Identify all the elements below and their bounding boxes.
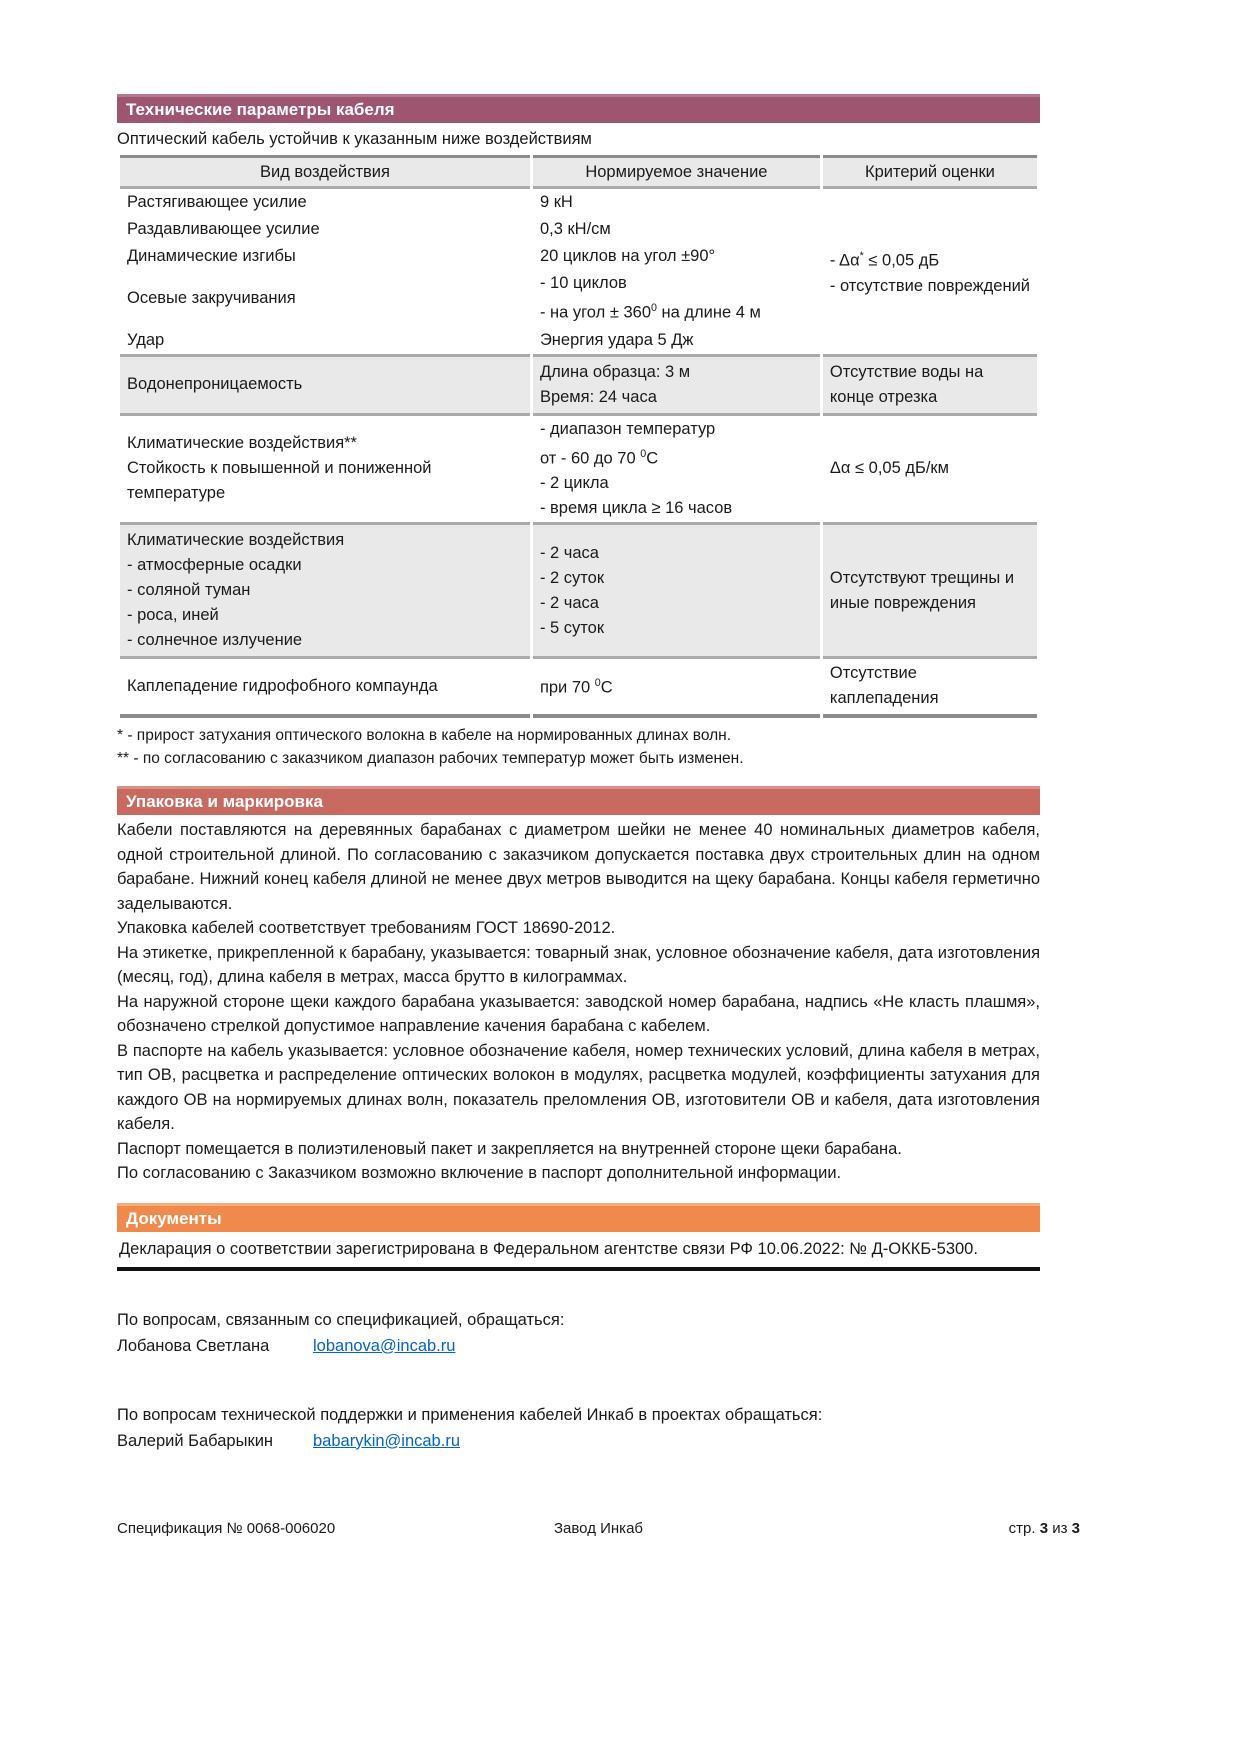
twists-superscript-zero: 0 [651, 302, 657, 314]
cell-value-blow: Энергия удара 5 Дж [539, 330, 694, 349]
climate-env-value-line4: - 5 суток [539, 618, 605, 637]
contacts-section [117, 1307, 1040, 1455]
twists-value-line1: - 10 циклов [539, 274, 627, 292]
footer-company-name: Завод Инкаб [553, 1520, 644, 1537]
cell-criterion-climate-temp: Δα ≤ 0,05 дБ/км [829, 459, 949, 478]
criterion-line-attenuation [830, 244, 1030, 274]
footer-specification-number: Спецификация № 0068-006020 [117, 1520, 336, 1537]
criterion-text-pre: - Δα [829, 251, 860, 270]
section-header-documents [117, 1203, 1040, 1232]
section-header-packaging-marking [117, 786, 1040, 815]
footer-page-total: 3 [1071, 1520, 1080, 1537]
climate-env-impact-line3: - соляной туман [127, 581, 251, 599]
contact-block-technical-support [117, 1402, 1040, 1455]
cell-value-tension: 9 кН [539, 193, 573, 211]
contact-intro-technical-support: По вопросам технической поддержки и применения кабелей Инкаб в проектах обращаться: [117, 1405, 823, 1424]
cell-impact-climate-temp [120, 416, 530, 523]
technical-parameters-table [117, 155, 1040, 718]
climate-temp-text-pre: от - 60 до 70 [539, 449, 641, 467]
page-footer [117, 1520, 1080, 1537]
climate-env-impact-line2: - атмосферные осадки [127, 556, 302, 574]
packaging-paragraph-passport-bag: Паспорт помещается в полиэтиленовый пакет и закрепляется на внутренней стороне щеки барабана. [117, 1139, 902, 1158]
section-title-documents: Документы [126, 1208, 222, 1228]
contact-block-specification [117, 1307, 1040, 1360]
table-row-climatic-environment [120, 522, 1037, 659]
cell-value-climate-temp [533, 416, 820, 523]
cell-impact-crush: Раздавливающее усилие [127, 220, 320, 238]
dripping-superscript-zero: 0 [594, 677, 601, 690]
table-header-row [120, 155, 1037, 189]
climate-env-value-line1: - 2 часа [539, 543, 599, 562]
table-footnotes [117, 724, 1040, 770]
water-value-line1: Длина образца: 3 м [539, 362, 691, 381]
cell-impact-bends: Динамические изгибы [127, 247, 296, 265]
cell-criterion-mechanical [823, 189, 1037, 354]
contact-name-lobanova: Лобанова Светлана [117, 1336, 270, 1355]
cell-impact-climate-env [120, 522, 530, 659]
cell-value-twists [533, 270, 820, 327]
footer-page-separator: из [1048, 1520, 1072, 1537]
criterion-line-no-damage: - отсутствие повреждений [829, 276, 1031, 295]
table-row-tension [120, 189, 1037, 216]
cell-value-dripping [533, 659, 820, 718]
cell-impact-tension: Растягивающее усилие [127, 193, 307, 211]
section-title-packaging-marking: Упаковка и маркировка [126, 792, 323, 811]
cell-impact-blow: Удар [127, 330, 165, 349]
twists-text-pre: - на угол ± 360 [539, 303, 651, 322]
column-header-criterion: Критерий оценки [823, 155, 1037, 189]
packaging-paragraph-label: На этикетке, прикрепленной к барабану, указывается: товарный знак, условное обозначение кабеля, дата изготовления (месяц, год), длина кабеля в метрах, масса брутто в килограммах. [117, 943, 1040, 986]
cell-impact-water: Водонепроницаемость [120, 354, 530, 416]
contact-name-babarykin: Валерий Бабарыкин [117, 1431, 274, 1450]
twists-text-post: на длине 4 м [656, 303, 761, 322]
cell-impact-twists: Осевые закручивания [127, 288, 296, 307]
cell-impact-dripping: Каплепадение гидрофобного компаунда [120, 659, 530, 718]
email-link-babarykin[interactable]: babarykin@incab.ru [313, 1431, 460, 1450]
cell-value-water [533, 354, 820, 416]
declaration-text: Декларация о соответствии зарегистрирована в Федеральном агентстве связи РФ 10.06.2022: № Д-ОККБ-5300. [117, 1236, 1040, 1271]
table-row-water-resistance [120, 354, 1037, 416]
climate-temp-value-line1: - диапазон температур [539, 419, 716, 438]
cell-value-bends: 20 циклов на угол ±90° [539, 247, 716, 265]
climate-temp-value-line2 [540, 442, 813, 472]
climate-env-value-line2: - 2 суток [539, 568, 605, 587]
cell-criterion-dripping: Отсутствие каплепадения [823, 659, 1037, 718]
table-row-compound-dripping [120, 659, 1037, 718]
footnote-temperature-range: ** - по согласованию с заказчиком диапазон рабочих температур может быть изменен. [117, 750, 744, 767]
twists-value-line2 [540, 296, 813, 326]
packaging-paragraph-gost: Упаковка кабелей соответствует требованиям ГОСТ 18690-2012. [117, 919, 616, 937]
packaging-paragraphs [117, 818, 1040, 1186]
footer-page-current: 3 [1039, 1520, 1049, 1537]
contact-row-specification [117, 1333, 1040, 1360]
climate-temp-impact-line1: Климатические воздействия** [127, 434, 357, 453]
climate-env-impact-line5: - солнечное излучение [127, 631, 303, 649]
footer-page-label: стр. [1008, 1520, 1040, 1537]
section-header-technical-parameters [117, 94, 1040, 123]
packaging-paragraph-passport-contents: В паспорте на кабель указывается: условное обозначение кабеля, номер технических условий, длина кабеля в метрах, тип ОВ, расцветка и распределение оптических волокон в модулях, расцветка модулей, коэффициенты затухания для каждого ОВ на нормируемых длинах волн, показатель преломления ОВ, изготовители ОВ и кабеля, дата изготовления кабеля. [117, 1041, 1040, 1133]
climate-temp-text-post: С [646, 449, 659, 467]
cell-value-climate-env [533, 522, 820, 659]
column-header-impact-type: Вид воздействия [120, 155, 530, 189]
water-value-line2: Время: 24 часа [539, 387, 657, 406]
dripping-text-pre: при 70 [539, 678, 595, 697]
table-row-climatic-temperature [120, 416, 1037, 523]
climate-temp-value-line4: - время цикла ≥ 16 часов [539, 499, 733, 517]
criterion-text-post: ≤ 0,05 дБ [863, 251, 940, 270]
packaging-paragraph-drum-side: На наружной стороне щеки каждого барабана указывается: заводской номер барабана, надпись «Не класть плашмя», обозначено стрелкой допустимое направление качения барабана с кабелем. [117, 992, 1040, 1035]
climate-env-impact-line4: - роса, иней [127, 606, 219, 624]
cell-value-crush: 0,3 кН/см [539, 220, 611, 238]
packaging-paragraph-additional-info: По согласованию с Заказчиком возможно включение в паспорт дополнительной информации. [117, 1164, 842, 1182]
climate-temp-impact-line2: Стойкость к повышенной и пониженной температуре [127, 459, 432, 503]
contact-intro-specification: По вопросам, связанным со спецификацией, обращаться: [117, 1310, 565, 1329]
tech-intro-text: Оптический кабель устойчив к указанным ниже воздействиям [117, 130, 592, 148]
footnote-attenuation: * - прирост затухания оптического волокна в кабеле на нормированных длинах волн. [117, 727, 732, 744]
criterion-superscript-asterisk: * [859, 250, 864, 262]
packaging-paragraph-drums: Кабели поставляются на деревянных барабанах с диаметром шейки не менее 40 номинальных диаметров кабеля, одной строительной длиной. По согласованию с заказчиком допускается поставка двух строительных длин на одном барабане. Нижний конец кабеля длиной не менее двух метров выводится на щеку барабана. Концы кабеля герметично заделываются. [117, 821, 1040, 913]
cell-criterion-water: Отсутствие воды на конце отрезка [823, 354, 1037, 416]
email-link-lobanova[interactable]: lobanova@incab.ru [313, 1336, 456, 1355]
column-header-normalized-value: Нормируемое значение [533, 155, 820, 189]
climate-env-impact-line1: Климатические воздействия [127, 531, 345, 549]
dripping-text-post: С [600, 678, 613, 697]
cell-criterion-climate-env: Отсутствуют трещины и иные повреждения [823, 522, 1037, 659]
climate-temp-superscript-zero: 0 [640, 447, 647, 460]
climate-env-value-line3: - 2 часа [539, 593, 599, 612]
climate-temp-value-line3: - 2 цикла [539, 474, 609, 492]
section-title-technical-parameters: Технические параметры кабеля [126, 100, 395, 119]
contact-row-technical-support [117, 1428, 1040, 1455]
footer-page-indicator [759, 1520, 1080, 1537]
